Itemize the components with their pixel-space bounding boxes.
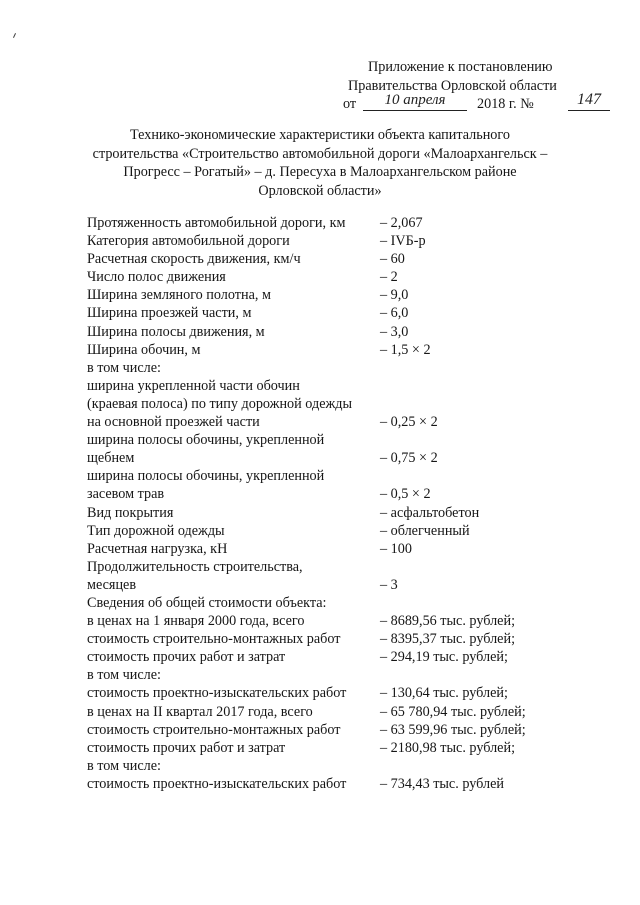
- item-label: стоимость строительно-монтажных работ: [87, 721, 341, 738]
- item-label: Ширина проезжей части, м: [87, 305, 252, 322]
- item-value: – 3: [380, 576, 398, 593]
- item-label: (краевая полоса) по типу дорожной одежды: [87, 395, 353, 412]
- item-label: на основной проезжей части: [87, 414, 260, 431]
- item-value: – 0,5 × 2: [380, 486, 431, 503]
- date-prefix: от: [343, 96, 357, 112]
- item-label: в ценах на 1 января 2000 года, всего: [87, 613, 305, 630]
- list-item: [87, 522, 607, 540]
- list-item: [87, 467, 607, 485]
- item-label: в том числе:: [87, 757, 161, 774]
- item-value: – 3,0: [380, 323, 409, 340]
- list-item: [87, 540, 607, 558]
- list-item: [87, 684, 607, 702]
- item-value: – 2,067: [380, 215, 423, 231]
- item-value: – 130,64 тыс. рублей;: [380, 685, 508, 702]
- list-item: [87, 323, 607, 341]
- item-label: Ширина полосы движения, м: [87, 323, 265, 340]
- item-label: стоимость проектно-изыскательских работ: [87, 775, 347, 792]
- scan-mark: [13, 33, 16, 38]
- item-label: стоимость проектно-изыскательских работ: [87, 685, 347, 702]
- list-item: [87, 377, 607, 395]
- list-item: [87, 485, 607, 503]
- item-label: Тип дорожной одежды: [87, 522, 225, 539]
- item-label: засевом трав: [87, 486, 165, 503]
- list-item: [87, 739, 607, 757]
- item-label: ширина укрепленной части обочин: [87, 377, 300, 394]
- item-value: – 8689,56 тыс. рублей;: [380, 613, 516, 630]
- title-line-1: Технико-экономические характеристики объекта капитального: [130, 127, 510, 143]
- list-item: [87, 775, 607, 793]
- item-value: – 6,0: [380, 305, 409, 322]
- characteristics-list: [87, 214, 607, 793]
- item-label: Продолжительность строительства,: [87, 558, 303, 575]
- item-value: – 8395,37 тыс. рублей;: [380, 631, 516, 648]
- title-line-3: Прогресс – Рогатый» – д. Пересуха в Малоархангельском районе: [123, 164, 517, 181]
- item-value: – 65 780,94 тыс. рублей;: [380, 703, 526, 720]
- item-label: Протяженность автомобильной дороги, км: [87, 215, 346, 231]
- item-value: – 734,43 тыс. рублей: [380, 775, 504, 792]
- item-label: в том числе:: [87, 359, 161, 376]
- list-item: [87, 413, 607, 431]
- item-value: – облегченный: [380, 522, 470, 539]
- item-label: Ширина земляного полотна, м: [87, 287, 271, 304]
- item-label: Категория автомобильной дороги: [87, 233, 290, 250]
- item-value: – 0,25 × 2: [380, 414, 438, 431]
- item-label: месяцев: [87, 576, 137, 593]
- item-label: ширина полосы обочины, укрепленной: [87, 468, 325, 485]
- item-value: – 0,75 × 2: [380, 450, 438, 467]
- title-line-4: Орловской области»: [258, 182, 382, 199]
- list-item: [87, 504, 607, 522]
- item-value: – IVБ-р: [380, 233, 426, 250]
- item-value: – 63 599,96 тыс. рублей;: [380, 721, 526, 738]
- list-item: [87, 395, 607, 413]
- list-item: [87, 359, 607, 377]
- list-item: [87, 666, 607, 684]
- title-line-2: строительства «Строительство автомобильной дороги «Малоархангельск –: [92, 145, 548, 162]
- item-label: Расчетная скорость движения, км/ч: [87, 251, 301, 268]
- item-label: стоимость прочих работ и затрат: [87, 649, 286, 666]
- list-item: [87, 341, 607, 359]
- list-item: [87, 214, 607, 232]
- item-label: в том числе:: [87, 667, 161, 684]
- item-label: стоимость строительно-монтажных работ: [87, 631, 341, 648]
- list-item: [87, 431, 607, 449]
- item-value: – 2: [380, 269, 398, 286]
- list-item: [87, 304, 607, 322]
- list-item: [87, 286, 607, 304]
- item-label: щебнем: [87, 450, 135, 467]
- item-label: Вид покрытия: [87, 504, 174, 521]
- list-item: [87, 648, 607, 666]
- item-value: – 100: [380, 540, 412, 557]
- list-item: [87, 594, 607, 612]
- item-label: стоимость прочих работ и затрат: [87, 739, 286, 756]
- item-label: Число полос движения: [87, 269, 226, 286]
- item-label: Расчетная нагрузка, кН: [87, 540, 228, 557]
- item-value: – 2180,98 тыс. рублей;: [380, 739, 516, 756]
- item-label: Сведения об общей стоимости объекта:: [87, 594, 327, 611]
- list-item: [87, 232, 607, 250]
- item-value: – 60: [380, 251, 405, 268]
- handwritten-date: 10 апреля: [363, 91, 467, 111]
- list-item: [87, 630, 607, 648]
- list-item: [87, 449, 607, 467]
- item-label: в ценах на II квартал 2017 года, всего: [87, 703, 313, 720]
- appendix-header: [340, 58, 600, 114]
- item-value: – 9,0: [380, 287, 409, 304]
- appendix-line-2: Правительства Орловской области: [348, 77, 557, 94]
- document-year: 2018 г. №: [477, 96, 534, 112]
- item-value: – асфальтобетон: [380, 504, 480, 521]
- list-item: [87, 612, 607, 630]
- list-item: [87, 703, 607, 721]
- list-item: [87, 268, 607, 286]
- list-item: [87, 558, 607, 576]
- list-item: [87, 721, 607, 739]
- appendix-line-1: Приложение к постановлению: [368, 59, 553, 75]
- item-label: Ширина обочин, м: [87, 341, 201, 358]
- item-value: – 294,19 тыс. рублей;: [380, 649, 508, 666]
- item-value: – 1,5 × 2: [380, 341, 431, 358]
- appendix-date-line: [340, 91, 601, 114]
- item-label: ширина полосы обочины, укрепленной: [87, 432, 325, 449]
- document-title: [80, 126, 560, 200]
- list-item: [87, 250, 607, 268]
- handwritten-number: 147: [568, 90, 610, 111]
- list-item: [87, 757, 607, 775]
- list-item: [87, 576, 607, 594]
